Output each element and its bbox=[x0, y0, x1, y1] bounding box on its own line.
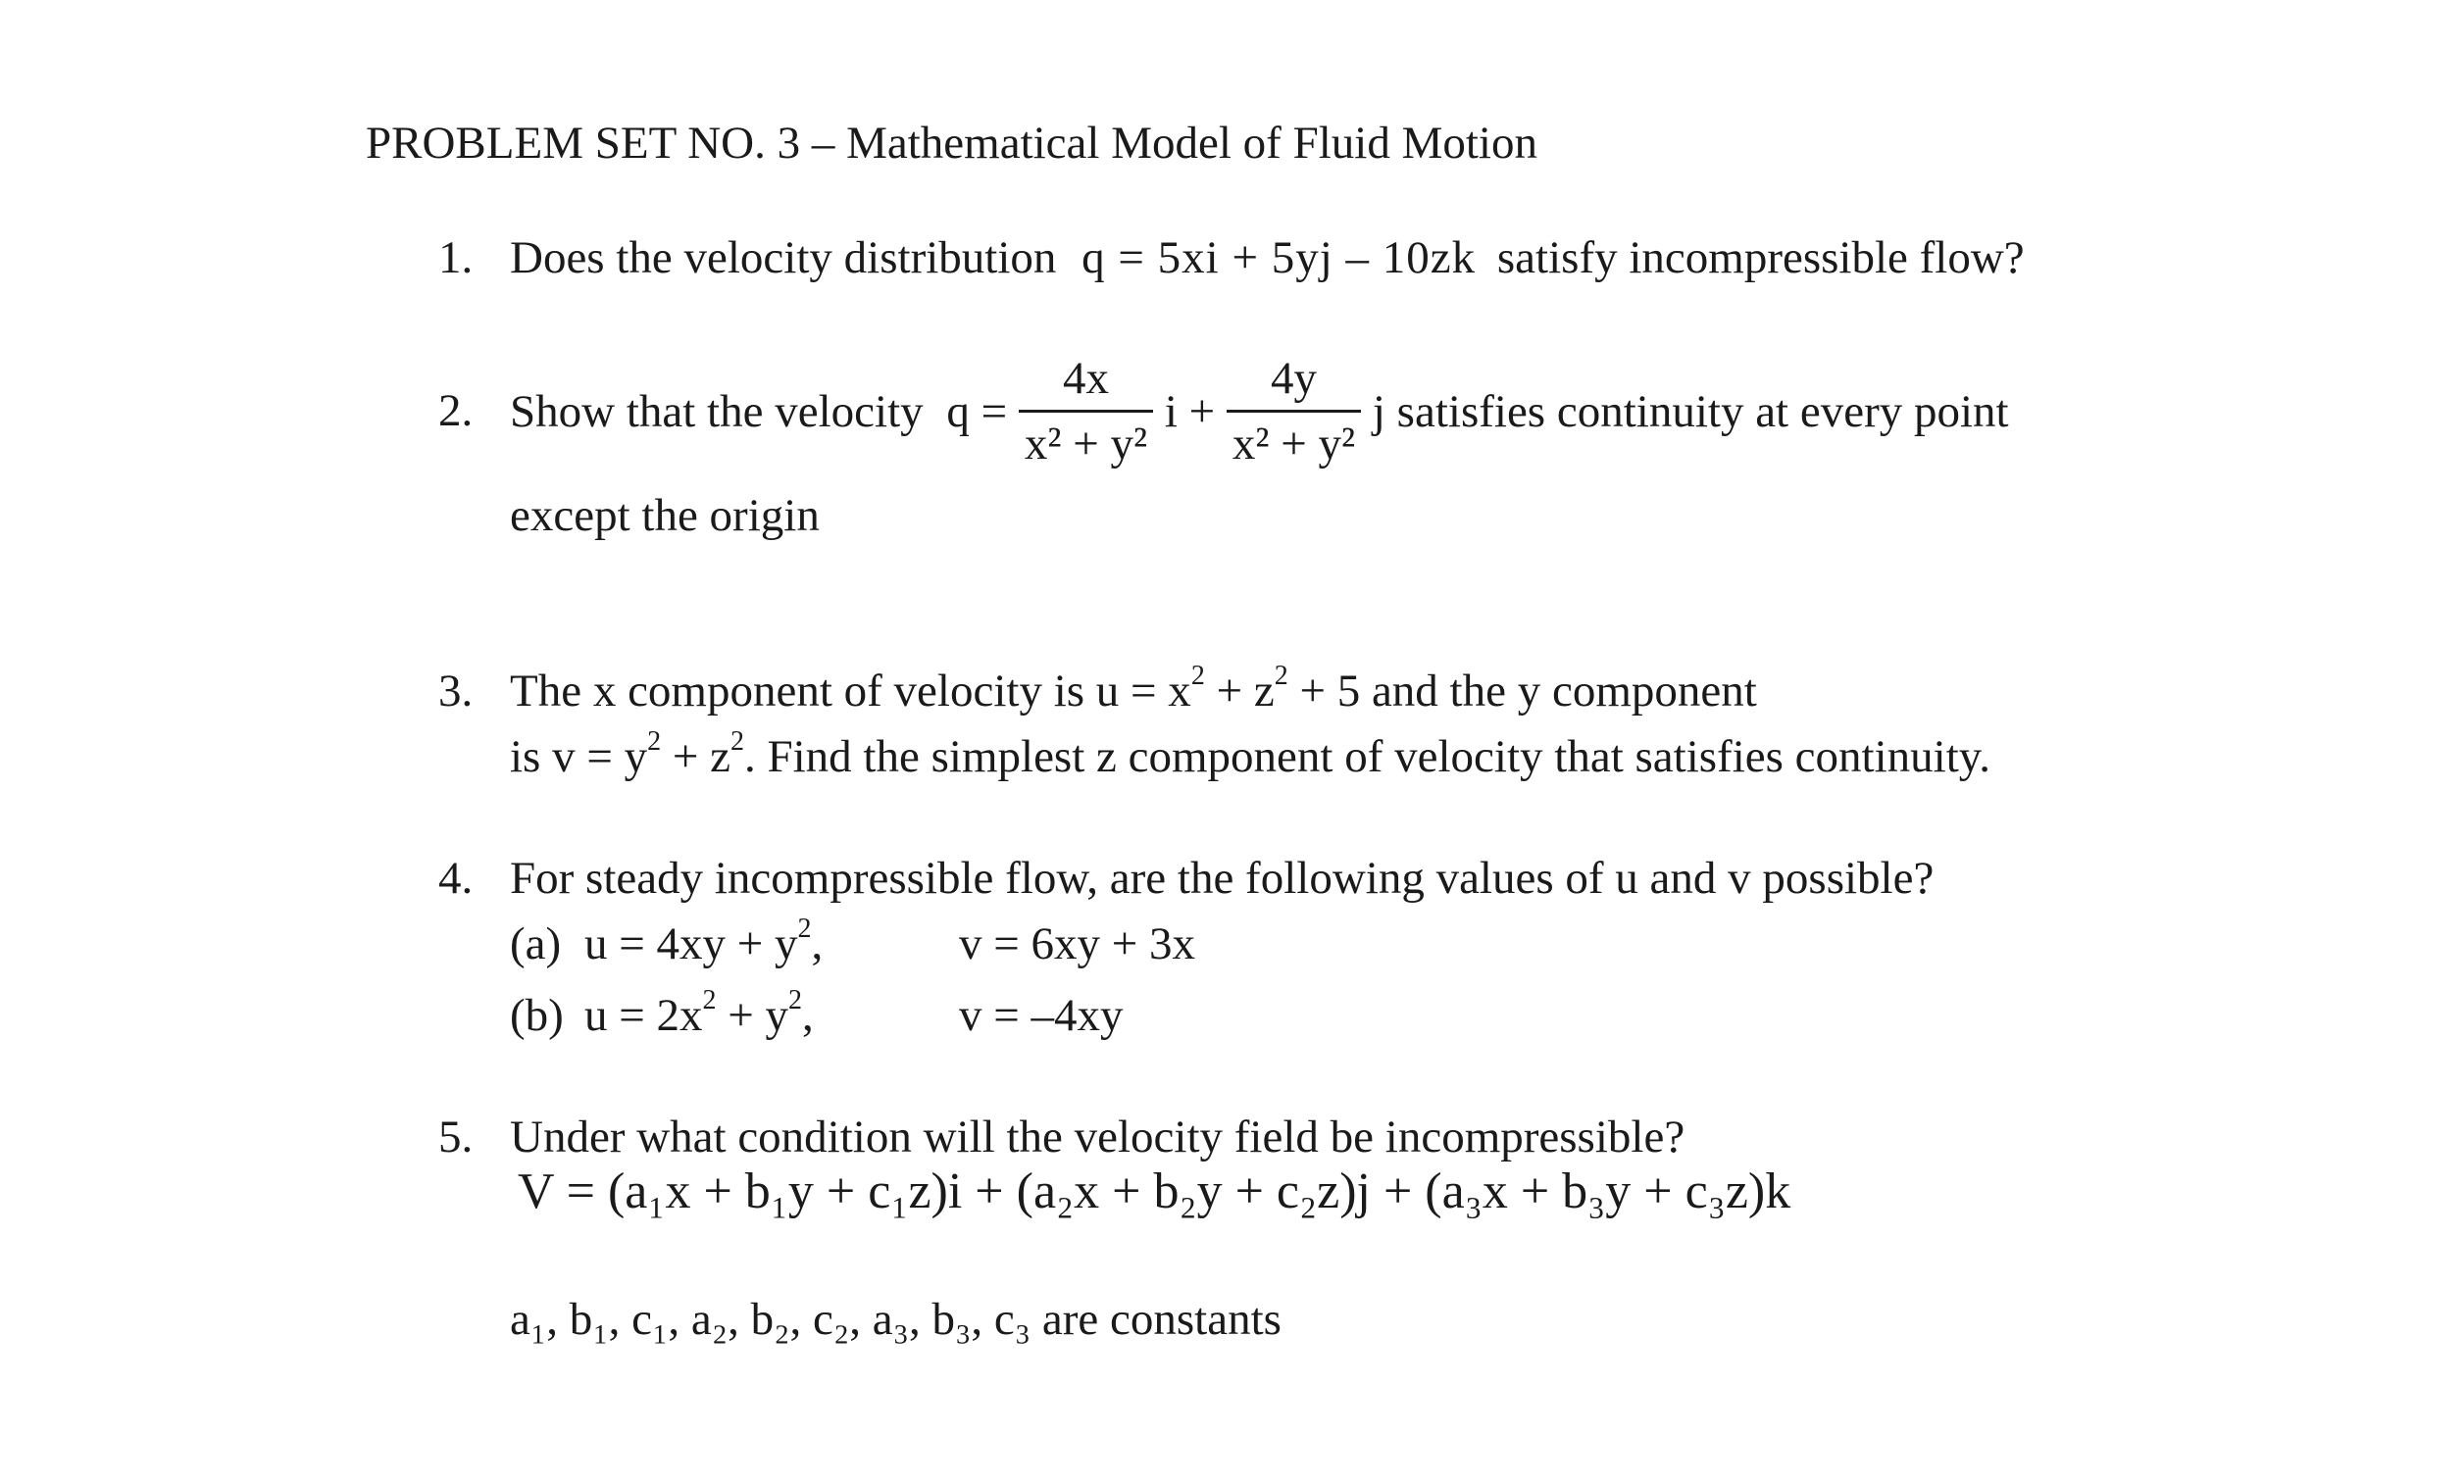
problem-5-text: Under what condition will the velocity field be incompressible? bbox=[510, 1112, 1685, 1162]
problem-1-text-b: satisfy incompressible flow? bbox=[1496, 232, 2025, 283]
problem-2-text-c: except the origin bbox=[510, 490, 820, 541]
problem-4-text: For steady incompressible flow, are the following values of u and v possible? bbox=[510, 853, 1935, 904]
problem-1-text bbox=[510, 230, 2025, 285]
problem-4-a-u bbox=[584, 916, 823, 971]
problem-3-line-2-b: + z bbox=[661, 731, 730, 782]
problem-4-b-v: v = –4xy bbox=[959, 990, 1124, 1041]
problem-4-a-u-comma: , bbox=[811, 918, 824, 969]
exponent: 2 bbox=[729, 726, 744, 757]
problem-3-line-2-c: . Find the simplest z component of velocity that satisfies continuity. bbox=[743, 731, 1990, 782]
problem-4-b-u-plus: + y bbox=[716, 990, 789, 1041]
problem-3-line-1-b: + z bbox=[1204, 666, 1275, 717]
problem-4-a-label: (a) bbox=[510, 918, 562, 969]
fraction-2-denominator: x² + y² bbox=[1232, 419, 1356, 470]
problem-1-equation: q = 5xi + 5yj – 10zk bbox=[1081, 232, 1477, 283]
problem-5-number: 5. bbox=[438, 1112, 474, 1162]
exponent: 2 bbox=[788, 985, 803, 1015]
problem-4-b-u bbox=[584, 985, 814, 1043]
fraction-1-denominator: x² + y² bbox=[1024, 419, 1148, 470]
problem-5-note: a₁, b₁, c₁, a₂, b₂, c₂, a₃, b₃, c₃ are constants bbox=[510, 1294, 1282, 1345]
problem-1-number: 1. bbox=[438, 232, 474, 283]
problem-2-q-equals: q = bbox=[946, 385, 1008, 437]
problem-2-text-a: Show that the velocity bbox=[510, 385, 924, 437]
exponent: 2 bbox=[1274, 661, 1288, 691]
fraction-2-bar bbox=[1227, 410, 1361, 413]
fraction-2-numerator: 4y bbox=[1271, 353, 1318, 404]
problem-4-a-u-expr: u = 4xy + y bbox=[584, 918, 798, 969]
problem-3-line-1-c: + 5 and the y component bbox=[1287, 666, 1757, 717]
problem-2-line-1 bbox=[510, 351, 2009, 471]
exponent: 2 bbox=[702, 985, 717, 1015]
problem-3-line-1 bbox=[510, 661, 1757, 718]
fraction-1-bar bbox=[1019, 410, 1153, 413]
exponent: 2 bbox=[1190, 661, 1205, 691]
problem-2-fraction-1 bbox=[1019, 351, 1153, 471]
exponent: 2 bbox=[647, 726, 662, 757]
problem-2-i-plus: i + bbox=[1164, 385, 1216, 437]
problem-3-line-2 bbox=[510, 726, 1990, 784]
problem-4-b-label: (b) bbox=[510, 990, 564, 1041]
fraction-1-numerator: 4x bbox=[1062, 353, 1109, 404]
problem-4-b-u-expr: u = 2x bbox=[584, 990, 703, 1041]
problem-3-number: 3. bbox=[438, 666, 474, 717]
problem-3-line-1-a: The x component of velocity is u = x bbox=[510, 666, 1191, 717]
exponent: 2 bbox=[797, 914, 812, 944]
problem-2-fraction-2 bbox=[1227, 351, 1361, 471]
problem-4-b-u-comma: , bbox=[802, 990, 814, 1041]
problem-2-number: 2. bbox=[438, 385, 474, 436]
problem-4-a-v: v = 6xy + 3x bbox=[959, 918, 1196, 969]
page-title: PROBLEM SET NO. 3 – Mathematical Model of Fluid Motion bbox=[366, 118, 1537, 169]
problem-2-text-b: j satisfies continuity at every point bbox=[1372, 385, 2009, 437]
problem-3-line-2-a: is v = y bbox=[510, 731, 648, 782]
problem-5-equation: V = (a₁x + b₁y + c₁z)i + (a₂x + b₂y + c₂z)j + (a₃x + b₃y + c₃z)k bbox=[518, 1163, 1791, 1219]
problem-1-text-a: Does the velocity distribution bbox=[510, 232, 1057, 283]
problem-4-number: 4. bbox=[438, 853, 474, 904]
